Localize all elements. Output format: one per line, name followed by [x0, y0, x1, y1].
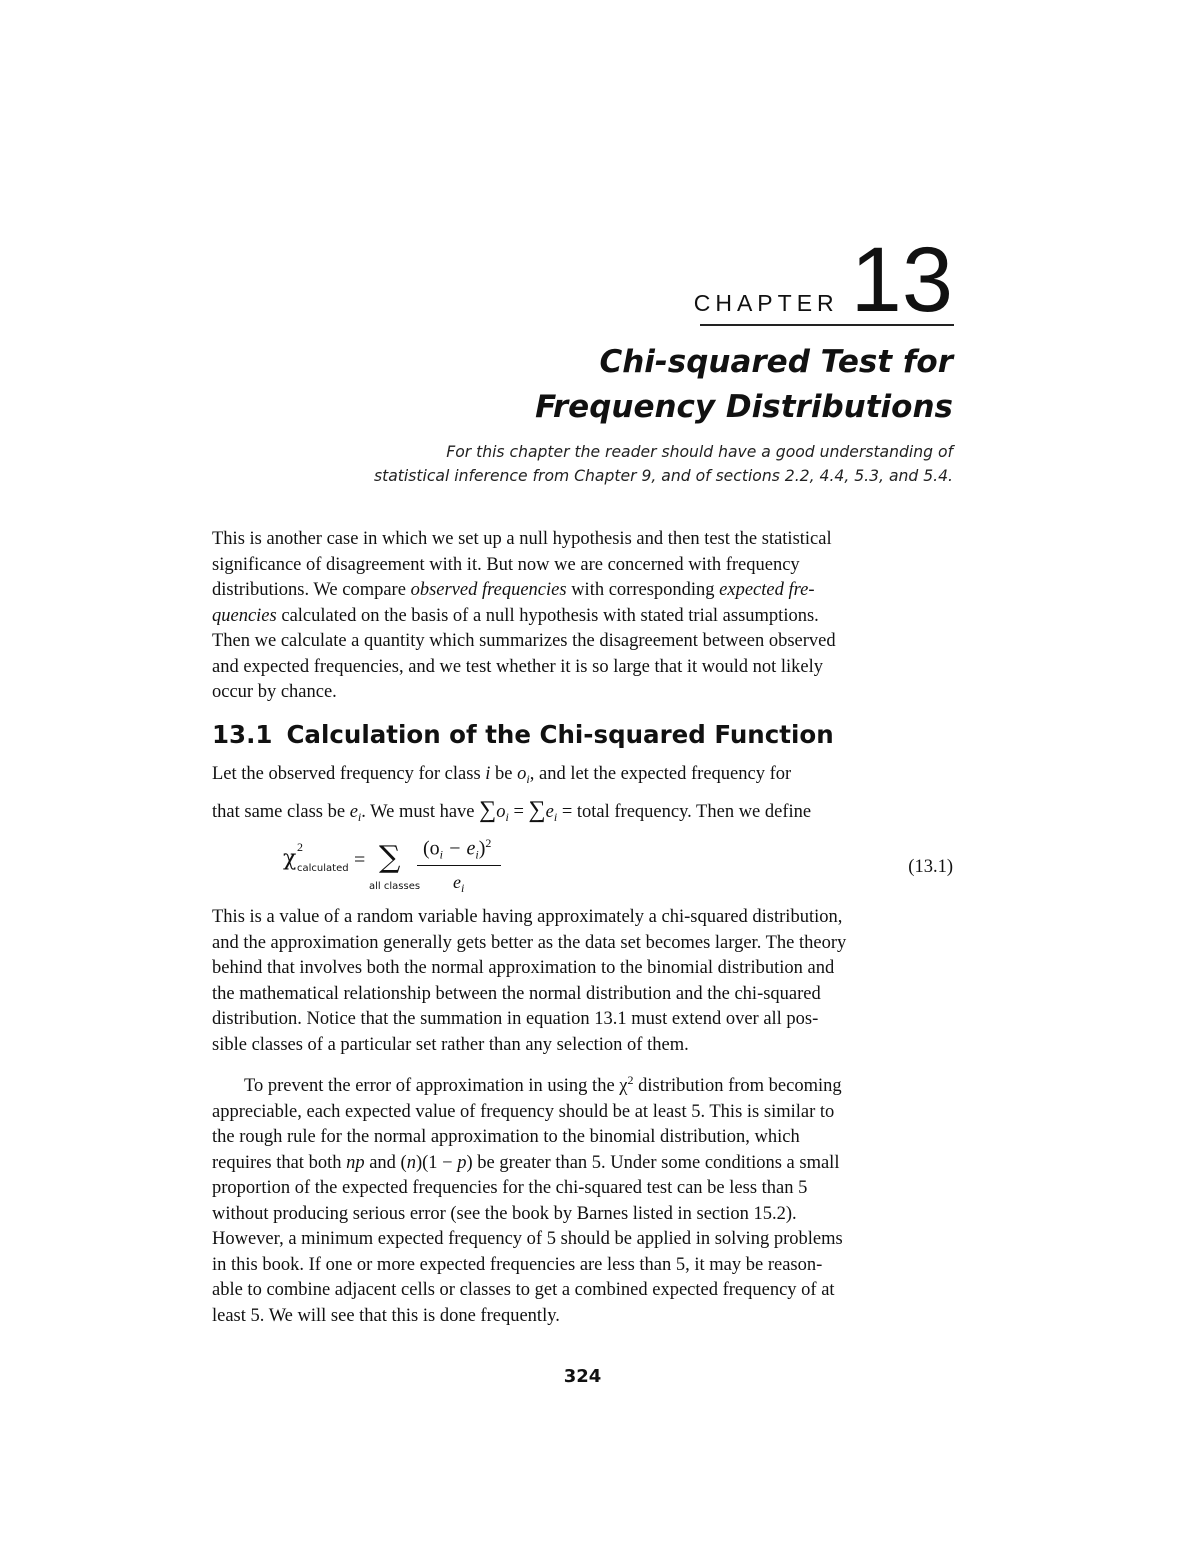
- text-line: and the approximation generally gets better as the data set becomes larger. The theory: [212, 932, 847, 953]
- chapter-heading: [693, 229, 953, 331]
- equation-number: (13.1): [908, 857, 953, 877]
- text-line: able to combine adjacent cells or classes to get a combined expected frequency of at: [212, 1280, 835, 1301]
- fraction-numerator: $(o_i - e_i)^2$: [423, 836, 492, 862]
- chapter-prerequisites: [374, 440, 953, 488]
- chi-superscript: 2: [297, 840, 303, 854]
- text-line: appreciable, each expected value of frequency should be at least 5. This is similar to: [212, 1101, 835, 1122]
- section-title: Calculation of the Chi-squared Function: [286, 720, 834, 749]
- intro-paragraph: [212, 527, 954, 706]
- text-line: sible classes of a particular set rather than any selection of them.: [212, 1034, 689, 1055]
- text-line: the mathematical relationship between the normal distribution and the chi-squared: [212, 983, 821, 1004]
- text-line: behind that involves both the normal approximation to the binomial distribution and: [212, 958, 835, 978]
- text-line: and expected frequencies, and we test whether it is so large that it would not likely: [212, 656, 824, 677]
- section-number: 13.1: [212, 720, 273, 749]
- text-line: quencies calculated on the basis of a null hypothesis with stated trial assumptions.: [212, 605, 819, 626]
- chapter-label: CHAPTER: [693, 290, 839, 316]
- text-line: the rough rule for the normal approximation to the binomial distribution, which: [212, 1127, 800, 1148]
- prereq-line-2: statistical inference from Chapter 9, and of sections 2.2, 4.4, 5.3, and 5.4.: [374, 467, 953, 485]
- text-line: proportion of the expected frequencies for the chi-squared test can be less than 5: [212, 1178, 808, 1199]
- text-line: significance of disagreement with it. But now we are concerned with frequency: [212, 554, 800, 575]
- text-line: in this book. If one or more expected frequencies are less than 5, it may be reason-: [212, 1254, 823, 1275]
- chapter-divider: [700, 324, 954, 326]
- chapter-title-line-2: Frequency Distributions: [535, 389, 953, 425]
- text-line: Then we calculate a quantity which summarizes the disagreement between observed: [212, 631, 836, 651]
- text-line: distribution. Notice that the summation in equation 13.1 must extend over all pos-: [212, 1009, 819, 1029]
- text-line: without producing serious error (see the book by Barnes listed in section 15.2).: [212, 1203, 797, 1224]
- sum-range: all classes: [369, 881, 421, 892]
- text-line: that same class be $e_i$. We must have $\sum o_i = \sum e_i$ = total frequency. Then we define: [212, 796, 812, 824]
- equation-13-1: [283, 832, 953, 902]
- fraction-denominator: $e_i$: [453, 872, 465, 895]
- paragraph-3: [212, 1068, 954, 1329]
- text-line: However, a minimum expected frequency of 5 should be applied in solving problems: [212, 1229, 843, 1250]
- text-line: least 5. We will see that this is done frequently.: [212, 1305, 560, 1326]
- chi-symbol: χ: [283, 846, 297, 871]
- text-line: occur by chance.: [212, 682, 337, 702]
- fraction-bar: [417, 865, 501, 866]
- definition-paragraph: [212, 762, 954, 830]
- prereq-line-1: For this chapter the reader should have a good understanding of: [446, 443, 953, 461]
- emphasis-expected: expected fre-: [719, 580, 815, 600]
- text-line: Let the observed frequency for class i be $o_i$, and let the expected frequency for: [212, 764, 792, 786]
- section-heading: [212, 720, 834, 749]
- chapter-title-line-1: Chi-squared Test for: [599, 344, 953, 380]
- equals-sign: =: [354, 849, 366, 871]
- chi-subscript: calculated: [297, 863, 349, 874]
- text-line: To prevent the error of approximation in using the $\chi^2$ distribution from becoming: [244, 1073, 842, 1097]
- text-line: distributions. We compare observed frequencies with corresponding expected fre-: [212, 580, 815, 600]
- sum-symbol: ∑: [379, 840, 401, 875]
- paragraph-2: [212, 905, 954, 1058]
- text-line: This is another case in which we set up a null hypothesis and then test the statistical: [212, 529, 832, 549]
- text-line: requires that both np and (n)(1 − p) be greater than 5. Under some conditions a small: [212, 1152, 840, 1173]
- emphasis-observed: observed frequencies: [410, 580, 567, 600]
- chapter-title: [535, 340, 953, 430]
- chapter-number: 13: [850, 229, 953, 331]
- text-line: This is a value of a random variable having approximately a chi-squared distribution,: [212, 907, 843, 927]
- page-number: 324: [563, 1366, 602, 1387]
